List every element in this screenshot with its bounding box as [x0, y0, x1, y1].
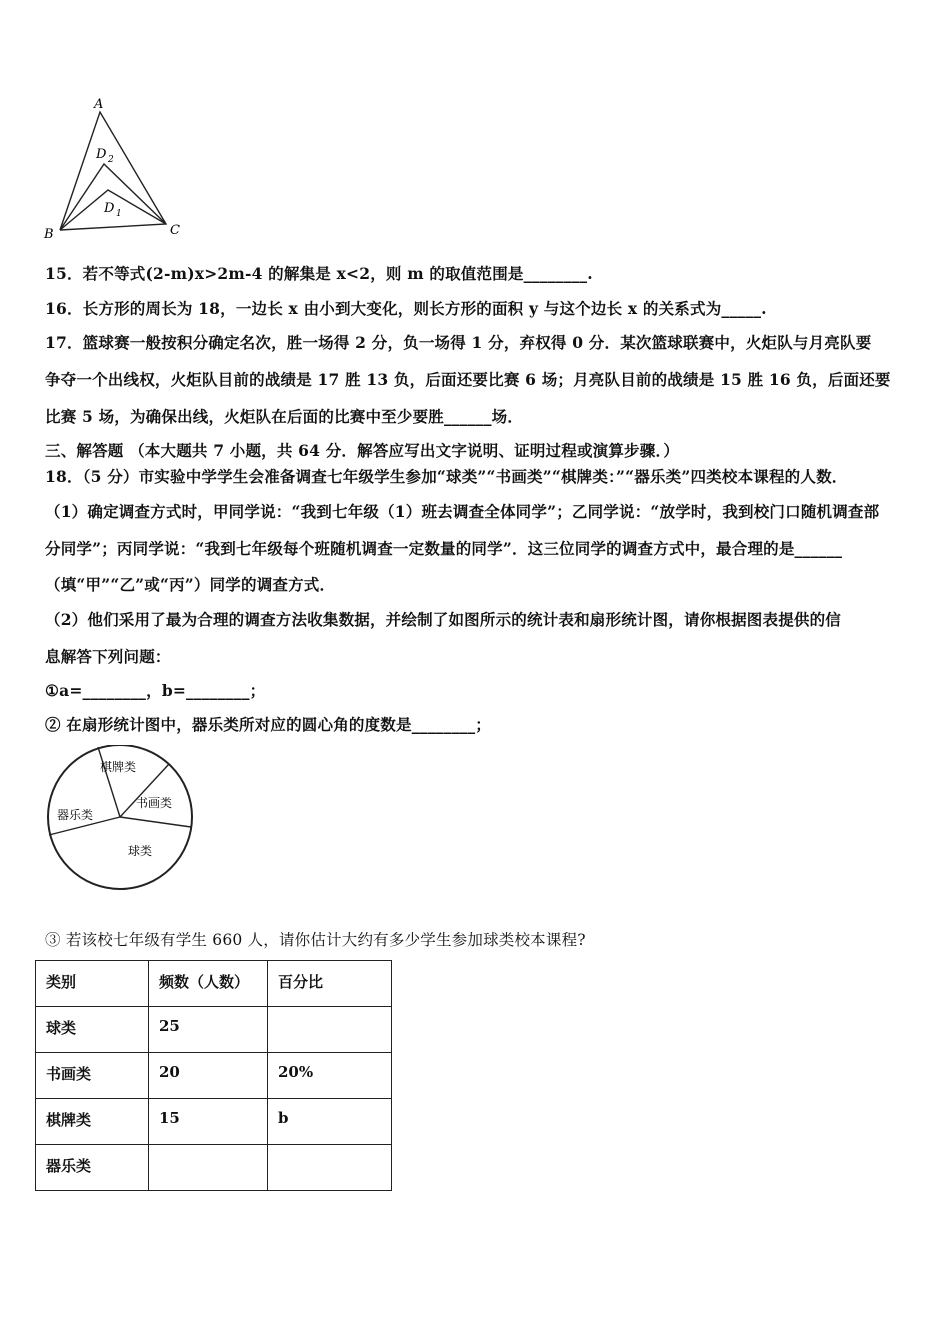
table-row [36, 1007, 392, 1053]
question-18-line-6: 息解答下列问题： [45, 647, 171, 666]
pie-label-qiyue: 器乐类 [57, 808, 94, 822]
question-18-line-5: （2）他们采用了最为合理的调查方法收集数据，并绘制了如图所示的统计表和扇形统计图，请你根据图表提供的信 [45, 610, 841, 629]
table-cell: 20% [268, 1053, 392, 1099]
table-cell: 球类 [36, 1007, 149, 1053]
pie-figure [38, 745, 208, 895]
table-header-cell: 类别 [36, 961, 149, 1007]
triangle-figure [38, 92, 188, 242]
question-18-line-1: 18．（5 分）市实验中学学生会准备调查七年级学生参加“球类”“书画类”“棋牌类：”“器乐类”四类校本课程的人数． [45, 467, 848, 486]
pie-label-qipai: 棋牌类 [100, 760, 137, 774]
question-17-line-1: 17．篮球赛一般按积分确定名次，胜一场得 2 分，负一场得 1 分，弃权得 0 分．某次篮球联赛中，火炬队与月亮队要 [45, 333, 872, 352]
question-18-line-2: （1）确定调查方式时，甲同学说：“我到七年级（1）班去调查全体同学”；乙同学说：“放学时，我到校门口随机调查部 [45, 502, 880, 521]
table-cell [149, 1145, 268, 1191]
pie-label-shuhua: 书画类 [136, 796, 173, 810]
question-18-part-2: ② 在扇形统计图中，器乐类所对应的圆心角的度数是________； [45, 715, 491, 734]
question-17-line-3: 比赛 5 场，为确保出线，火炬队在后面的比赛中至少要胜______场． [45, 407, 524, 426]
pie-divider-1 [98, 747, 120, 817]
statistics-table [35, 960, 392, 1191]
label-d1: D [104, 201, 115, 216]
section-3-heading: 三、解答题 （本大题共 7 小题，共 64 分．解答应写出文字说明、证明过程或演算步骤．） [45, 441, 680, 460]
table-cell: 书画类 [36, 1053, 149, 1099]
question-18-part-1: ①a=________，b=________； [45, 681, 266, 700]
table-row [36, 1145, 392, 1191]
table-cell: 器乐类 [36, 1145, 149, 1191]
table-cell [268, 1145, 392, 1191]
table-cell [268, 1007, 392, 1053]
table-cell: b [268, 1099, 392, 1145]
question-18-part-3: ③ 若该校七年级有学生 660 人，请你估计大约有多少学生参加球类校本课程? [45, 931, 586, 949]
label-a: A [94, 97, 104, 112]
table-cell: 15 [149, 1099, 268, 1145]
table-cell: 棋牌类 [36, 1099, 149, 1145]
table-row [36, 1053, 392, 1099]
label-d2-sub: 2 [108, 155, 114, 165]
label-d2: D [96, 147, 107, 162]
question-16: 16．长方形的周长为 18，一边长 x 由小到大变化，则长方形的面积 y 与这个边长 x 的关系式为_____. [45, 299, 767, 318]
question-18-line-4: （填“甲”“乙”或“丙”）同学的调查方式． [45, 575, 336, 594]
table-cell: 25 [149, 1007, 268, 1053]
question-18-line-3: 分同学”；丙同学说：“我到七年级每个班随机调查一定数量的同学”．这三位同学的调查方式中，最合理的是______ [45, 539, 843, 558]
question-17-line-2: 争夺一个出线权，火炬队目前的战绩是 17 胜 13 负，后面还要比赛 6 场；月亮队目前的战绩是 15 胜 16 负，后面还要 [45, 370, 891, 389]
question-15: 15．若不等式(2-m)x>2m-4 的解集是 x<2，则 m 的取值范围是________. [45, 264, 593, 283]
pie-label-qiu: 球类 [128, 844, 153, 858]
table-header-cell: 频数（人数） [149, 961, 268, 1007]
table-header-row [36, 961, 392, 1007]
label-c: C [170, 223, 180, 238]
table-header-cell: 百分比 [268, 961, 392, 1007]
table-cell: 20 [149, 1053, 268, 1099]
label-d1-sub: 1 [116, 209, 122, 219]
table-row [36, 1099, 392, 1145]
pie-divider-3 [120, 817, 191, 827]
label-b: B [44, 227, 54, 242]
